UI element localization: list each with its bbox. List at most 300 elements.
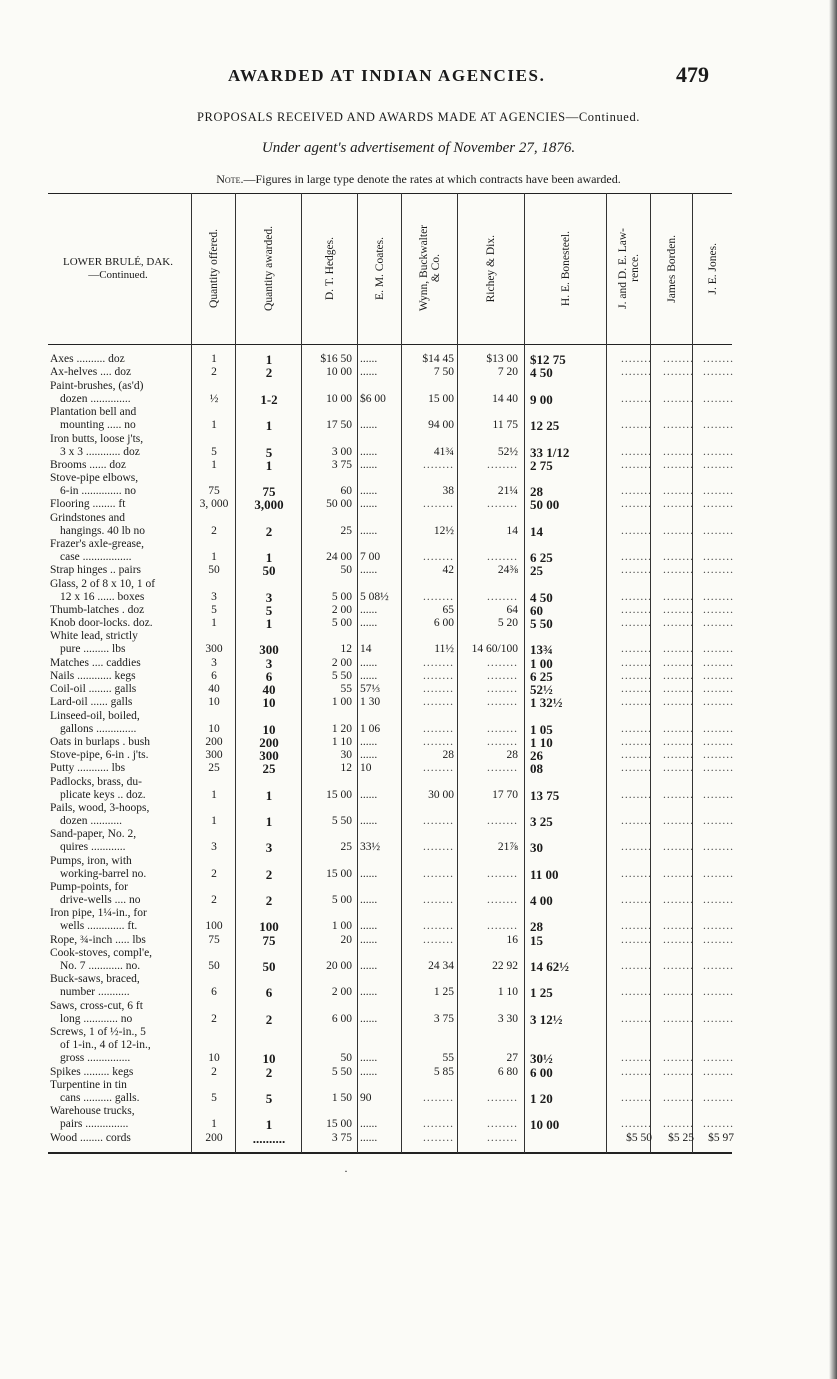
cell-rd: 24⅜ bbox=[497, 564, 518, 577]
cell-jd: ........ bbox=[621, 735, 652, 748]
cell-em: ...... bbox=[360, 366, 378, 379]
cell-qa: 10 bbox=[262, 721, 276, 737]
cell-qa: 25 bbox=[262, 761, 276, 777]
cell-jb: ........ bbox=[663, 366, 694, 379]
table-row bbox=[48, 432, 734, 458]
cell-hb: 25 bbox=[530, 563, 543, 579]
item-line: Coil-oil ........ galls bbox=[50, 683, 137, 695]
cell-je: ........ bbox=[703, 735, 734, 748]
table-row bbox=[48, 366, 734, 379]
cell-dt: 10 00 bbox=[326, 392, 352, 405]
cell-wb: 12½ bbox=[433, 524, 454, 537]
cell-wb: ........ bbox=[423, 551, 454, 564]
cell-wb: ........ bbox=[423, 920, 454, 933]
cell-qo: 300 bbox=[205, 643, 223, 656]
item-line: Ax-helves .... doz bbox=[50, 366, 132, 379]
running-head bbox=[0, 62, 837, 94]
cell-em: ...... bbox=[360, 656, 378, 669]
cell-jb: ........ bbox=[663, 524, 694, 537]
cell-hb: 33 1/12 bbox=[530, 444, 570, 460]
cell-jb: ........ bbox=[663, 841, 694, 854]
cell-qo: 2 bbox=[211, 867, 217, 880]
cell-qa: 3,000 bbox=[254, 497, 284, 513]
cell-em: ...... bbox=[360, 894, 378, 907]
cell-rd: $13 00 bbox=[486, 353, 518, 366]
cell-hb: 28 bbox=[530, 919, 543, 935]
row-item-description bbox=[50, 907, 190, 933]
item-line: pairs ............... bbox=[60, 1118, 129, 1131]
cell-qa: .......... bbox=[252, 1130, 286, 1146]
column-header-jones bbox=[693, 196, 733, 341]
item-line: dozen ........... bbox=[60, 814, 122, 827]
row-item-description bbox=[50, 802, 190, 828]
item-line: 3 x 3 ............ doz bbox=[60, 445, 140, 458]
cell-rd: 27 bbox=[506, 1052, 518, 1065]
cell-qo: 1 bbox=[211, 353, 217, 366]
row-item-description bbox=[50, 696, 190, 709]
cell-jb: ........ bbox=[663, 748, 694, 761]
cell-jd: ........ bbox=[621, 762, 652, 775]
item-line: dozen .............. bbox=[60, 392, 131, 405]
cell-hb: 28 bbox=[530, 484, 543, 500]
cell-hb: 9 00 bbox=[530, 391, 553, 407]
cell-je: ........ bbox=[703, 960, 734, 973]
cell-hb: 2 75 bbox=[530, 457, 553, 473]
cell-wb: 11½ bbox=[434, 643, 454, 656]
cell-em: 33½ bbox=[360, 841, 381, 854]
cell-qa: 1 bbox=[265, 813, 273, 829]
cell-je: ........ bbox=[703, 1092, 734, 1105]
column-header-bonesteel bbox=[525, 196, 606, 341]
cell-wb: 5 85 bbox=[433, 1065, 454, 1078]
table-row bbox=[48, 459, 734, 472]
cell-jb: ........ bbox=[663, 445, 694, 458]
cell-qo: 6 bbox=[211, 986, 217, 999]
table-row bbox=[48, 802, 734, 828]
item-line: Axes .......... doz bbox=[50, 353, 125, 366]
row-item-description bbox=[50, 1105, 190, 1131]
item-line: 12 x 16 ...... boxes bbox=[60, 590, 145, 603]
row-item-description bbox=[50, 1079, 190, 1105]
cell-jb: ........ bbox=[663, 1012, 694, 1025]
column-header-label: D. T. Hedges. bbox=[323, 236, 336, 301]
row-item-description bbox=[50, 855, 190, 881]
column-header-label: J. E. Jones. bbox=[707, 242, 719, 295]
cell-qa: 6 bbox=[265, 668, 273, 684]
cell-rd: 1 10 bbox=[497, 986, 518, 999]
cell-qo: 50 bbox=[208, 564, 220, 577]
cell-qa: 3 bbox=[265, 840, 273, 856]
item-line: long ............ no bbox=[60, 1012, 133, 1025]
row-item-description bbox=[50, 366, 190, 379]
cell-wb: 6 00 bbox=[433, 617, 454, 630]
stub-heading bbox=[48, 256, 188, 282]
cell-wb: ........ bbox=[423, 933, 454, 946]
cell-qo: 1 bbox=[211, 814, 217, 827]
cell-jd: ........ bbox=[621, 894, 652, 907]
column-header-borden bbox=[651, 196, 692, 341]
cell-jd: ........ bbox=[621, 590, 652, 603]
table-row bbox=[48, 999, 734, 1025]
cell-rd: 64 bbox=[506, 603, 518, 616]
cell-qo: 1 bbox=[211, 551, 217, 564]
cell-hb: 1 25 bbox=[530, 985, 553, 1001]
item-line: 6-in .............. no bbox=[60, 485, 137, 498]
cell-em: ...... bbox=[360, 1052, 378, 1065]
cell-jb: ........ bbox=[663, 353, 694, 366]
cell-qo: 1 bbox=[211, 788, 217, 801]
cell-je: ........ bbox=[703, 551, 734, 564]
cell-qa: 200 bbox=[259, 734, 279, 750]
cell-jb: ........ bbox=[663, 722, 694, 735]
cell-qo: 1 bbox=[211, 458, 217, 471]
cell-je: ........ bbox=[703, 353, 734, 366]
cell-jb: ........ bbox=[663, 643, 694, 656]
cell-em: ...... bbox=[360, 458, 378, 471]
cell-qa: 1 bbox=[265, 1117, 273, 1133]
cell-hb: 14 62½ bbox=[530, 959, 569, 975]
cell-rd: ........ bbox=[487, 735, 518, 748]
table-row bbox=[48, 379, 734, 405]
item-line: Stove-pipe elbows, bbox=[50, 472, 139, 485]
row-item-description bbox=[50, 710, 190, 736]
cell-qa: 50 bbox=[262, 563, 276, 579]
item-line: Linseed-oil, boiled, bbox=[50, 709, 140, 722]
cell-rd: 11 75 bbox=[492, 419, 518, 432]
cell-je: ........ bbox=[703, 603, 734, 616]
cell-je: ........ bbox=[703, 392, 734, 405]
cell-qa: 300 bbox=[259, 747, 279, 763]
cell-jd: ........ bbox=[621, 458, 652, 471]
item-line: Flooring ........ ft bbox=[50, 498, 126, 511]
cell-jd: ........ bbox=[621, 1092, 652, 1105]
cell-jd: ........ bbox=[621, 656, 652, 669]
table-row bbox=[48, 511, 734, 537]
cell-rd: ........ bbox=[487, 498, 518, 511]
cell-dt: 5 00 bbox=[331, 590, 352, 603]
cell-jd: ........ bbox=[621, 696, 652, 709]
cell-qo: 1 bbox=[211, 1118, 217, 1131]
cell-rd: 3 30 bbox=[497, 1012, 518, 1025]
cell-hb: 11 00 bbox=[530, 866, 559, 882]
cell-jb: ........ bbox=[663, 920, 694, 933]
cell-dt: 15 00 bbox=[326, 867, 352, 880]
cell-je: ........ bbox=[703, 986, 734, 999]
cell-dt: $16 50 bbox=[320, 353, 352, 366]
item-line: Wood ........ cords bbox=[50, 1131, 131, 1144]
cell-rd: ........ bbox=[487, 656, 518, 669]
cell-wb: ........ bbox=[423, 762, 454, 775]
table-row bbox=[48, 933, 734, 946]
row-item-description bbox=[50, 578, 190, 604]
cell-em: $6 00 bbox=[360, 392, 386, 405]
cell-je: ........ bbox=[703, 933, 734, 946]
cell-em: ...... bbox=[360, 564, 378, 577]
cell-jd: ........ bbox=[621, 748, 652, 761]
cell-wb: ........ bbox=[423, 590, 454, 603]
cell-qa: 10 bbox=[262, 1051, 276, 1067]
cell-jd: ........ bbox=[621, 814, 652, 827]
note bbox=[0, 172, 837, 187]
cell-je: $5 97 bbox=[708, 1131, 734, 1144]
column-header-label: E. M. Coates. bbox=[373, 237, 386, 300]
cell-qo: 10 bbox=[208, 696, 220, 709]
item-line: pure ......... lbs bbox=[60, 643, 126, 656]
column-header-label: H. E. Bonesteel. bbox=[559, 230, 572, 307]
cell-je: ........ bbox=[703, 841, 734, 854]
table-row bbox=[48, 762, 734, 775]
item-line: number ........... bbox=[60, 986, 130, 999]
awards-table-body bbox=[48, 353, 734, 1145]
cell-qo: 25 bbox=[208, 762, 220, 775]
item-line: hangings. 40 lb no bbox=[60, 524, 145, 537]
cell-je: ........ bbox=[703, 814, 734, 827]
row-item-description bbox=[50, 657, 190, 670]
row-item-description bbox=[50, 353, 190, 366]
cell-jd: ........ bbox=[621, 867, 652, 880]
cell-jb: ........ bbox=[663, 656, 694, 669]
table-row bbox=[48, 881, 734, 907]
cell-rd: ........ bbox=[487, 458, 518, 471]
cell-em: ...... bbox=[360, 445, 378, 458]
cell-rd: 52½ bbox=[497, 445, 518, 458]
cell-em: ...... bbox=[360, 419, 378, 432]
cell-jd: ........ bbox=[621, 392, 652, 405]
cell-wb: 94 00 bbox=[428, 419, 454, 432]
cell-rd: 16 bbox=[506, 933, 518, 946]
cell-qo: 2 bbox=[211, 1012, 217, 1025]
cell-jd: ........ bbox=[621, 1052, 652, 1065]
row-item-description bbox=[50, 670, 190, 683]
row-item-description bbox=[50, 433, 190, 459]
cell-jb: ........ bbox=[663, 458, 694, 471]
table-top-rule bbox=[48, 193, 732, 194]
cell-je: ........ bbox=[703, 788, 734, 801]
page-number: 479 bbox=[676, 62, 709, 87]
item-line: Lard-oil ...... galls bbox=[50, 696, 133, 709]
cell-em: ...... bbox=[360, 735, 378, 748]
row-item-description bbox=[50, 736, 190, 749]
cell-dt: 50 bbox=[340, 564, 352, 577]
cell-rd: 21⅞ bbox=[497, 841, 518, 854]
cell-dt: 50 00 bbox=[326, 498, 352, 511]
column-header-coates bbox=[358, 196, 401, 341]
cell-qa: 1 bbox=[265, 457, 273, 473]
row-item-description bbox=[50, 749, 190, 762]
cell-qa: 1 bbox=[265, 787, 273, 803]
cell-rd: 28 bbox=[506, 748, 518, 761]
item-line: Matches .... caddies bbox=[50, 656, 141, 669]
cell-qo: 200 bbox=[205, 735, 223, 748]
cell-jb: ........ bbox=[663, 1118, 694, 1131]
row-item-description bbox=[50, 380, 190, 406]
cell-qo: 50 bbox=[208, 960, 220, 973]
cell-qa: 6 bbox=[265, 985, 273, 1001]
cell-qo: 75 bbox=[208, 485, 220, 498]
cell-hb: 3 12½ bbox=[530, 1011, 563, 1027]
item-line: Iron pipe, 1¼-in., for bbox=[50, 907, 147, 920]
cell-hb: 13¾ bbox=[530, 642, 553, 658]
table-row bbox=[48, 828, 734, 854]
cell-wb: ........ bbox=[423, 867, 454, 880]
cell-je: ........ bbox=[703, 643, 734, 656]
cell-jd: ........ bbox=[621, 933, 652, 946]
row-item-description bbox=[50, 973, 190, 999]
item-line: Screws, 1 of ½-in., 5 bbox=[50, 1026, 146, 1039]
cell-hb: 12 25 bbox=[530, 418, 560, 434]
cell-em: ...... bbox=[360, 933, 378, 946]
item-line: Frazer's axle-grease, bbox=[50, 538, 145, 551]
cell-qa: 300 bbox=[259, 642, 279, 658]
cell-em: 14 bbox=[360, 643, 372, 656]
cell-qa: 40 bbox=[262, 682, 276, 697]
column-header-richey-dix bbox=[458, 196, 524, 341]
item-line: Glass, 2 of 8 x 10, 1 of bbox=[50, 577, 156, 590]
row-item-description bbox=[50, 828, 190, 854]
cell-em: ...... bbox=[360, 1131, 378, 1144]
cell-wb: $14 45 bbox=[422, 353, 454, 366]
item-line: Grindstones and bbox=[50, 511, 126, 524]
table-row bbox=[48, 670, 734, 683]
cell-wb: ........ bbox=[423, 683, 454, 695]
cell-rd: 14 bbox=[506, 524, 518, 537]
cell-jd: ........ bbox=[621, 353, 652, 366]
cell-hb: 10 00 bbox=[530, 1117, 560, 1133]
cell-dt: 17 50 bbox=[326, 419, 352, 432]
cell-qa: 100 bbox=[259, 919, 279, 935]
item-line: Pumps, iron, with bbox=[50, 854, 132, 867]
row-item-description bbox=[50, 604, 190, 617]
cell-wb: ........ bbox=[423, 656, 454, 669]
cell-jb: ........ bbox=[663, 1065, 694, 1078]
cell-je: ........ bbox=[703, 920, 734, 933]
item-line: White lead, strictly bbox=[50, 630, 138, 643]
table-row bbox=[48, 617, 734, 630]
cell-em: ...... bbox=[360, 485, 378, 498]
cell-em: 1 30 bbox=[360, 696, 381, 709]
cell-rd: ........ bbox=[487, 867, 518, 880]
cell-qo: 40 bbox=[208, 683, 220, 695]
cell-qo: ½ bbox=[209, 392, 219, 405]
cell-em: ...... bbox=[360, 353, 378, 366]
column-header-quantity-offered bbox=[192, 196, 235, 341]
table-row bbox=[48, 973, 734, 999]
row-item-description bbox=[50, 459, 190, 472]
cell-qo: 2 bbox=[211, 894, 217, 907]
row-item-description bbox=[50, 762, 190, 775]
cell-qo: 2 bbox=[211, 1065, 217, 1078]
cell-wb: 41¾ bbox=[433, 445, 454, 458]
cell-qa: 1 bbox=[265, 352, 273, 368]
cell-jd: ........ bbox=[621, 366, 652, 379]
cell-dt: 50 bbox=[340, 1052, 352, 1065]
cell-jd: ........ bbox=[621, 551, 652, 564]
cell-rd: ........ bbox=[487, 590, 518, 603]
item-line: of 1-in., 4 of 12-in., bbox=[60, 1039, 151, 1052]
cell-dt: 5 50 bbox=[331, 814, 352, 827]
row-item-description bbox=[50, 617, 190, 630]
row-item-description bbox=[50, 512, 190, 538]
row-item-description bbox=[50, 934, 190, 947]
cell-hb: 3 25 bbox=[530, 813, 553, 829]
cell-rd: ........ bbox=[487, 551, 518, 564]
row-item-description bbox=[50, 1132, 190, 1145]
item-line: gallons .............. bbox=[60, 722, 137, 735]
item-line: No. 7 ............ no. bbox=[60, 960, 141, 973]
cell-qo: 5 bbox=[211, 445, 217, 458]
cell-wb: 1 25 bbox=[433, 986, 454, 999]
cell-dt: 10 00 bbox=[326, 366, 352, 379]
cell-hb: 15 bbox=[530, 932, 543, 948]
cell-hb: 1 20 bbox=[530, 1091, 553, 1107]
cell-wb: 55 bbox=[442, 1052, 454, 1065]
cell-jd: $5 50 bbox=[626, 1131, 652, 1144]
table-row bbox=[48, 656, 734, 669]
cell-qa: 3 bbox=[265, 655, 273, 671]
cell-qo: 3, 000 bbox=[199, 498, 229, 511]
cell-jb: $5 25 bbox=[668, 1131, 694, 1144]
table-row bbox=[48, 683, 734, 696]
cell-jd: ........ bbox=[621, 669, 652, 682]
item-line: plicate keys .. doz. bbox=[60, 788, 146, 801]
cell-rd: ........ bbox=[487, 1092, 518, 1105]
cell-dt: 12 bbox=[340, 762, 352, 775]
cell-jb: ........ bbox=[663, 1052, 694, 1065]
cell-wb: ........ bbox=[423, 722, 454, 735]
cell-qa: 2 bbox=[265, 523, 273, 539]
cell-dt: 2 00 bbox=[331, 656, 352, 669]
table-row bbox=[48, 564, 734, 577]
cell-jb: ........ bbox=[663, 696, 694, 709]
table-row bbox=[48, 577, 734, 603]
cell-dt: 3 00 bbox=[331, 445, 352, 458]
column-header-label: J. and D. E. Law- rence. bbox=[616, 228, 641, 309]
cell-jd: ........ bbox=[621, 960, 652, 973]
cell-jb: ........ bbox=[663, 867, 694, 880]
cell-qo: 2 bbox=[211, 524, 217, 537]
cell-jd: ........ bbox=[621, 986, 652, 999]
cell-hb: 4 50 bbox=[530, 589, 553, 605]
cell-je: ........ bbox=[703, 564, 734, 577]
cell-dt: 1 20 bbox=[331, 722, 352, 735]
column-header-label: Quantity offered. bbox=[207, 229, 220, 308]
cell-jd: ........ bbox=[621, 841, 652, 854]
cell-em: ...... bbox=[360, 788, 378, 801]
cell-dt: 24 00 bbox=[326, 551, 352, 564]
cell-je: ........ bbox=[703, 722, 734, 735]
cell-jd: ........ bbox=[621, 1012, 652, 1025]
row-item-description bbox=[50, 683, 190, 696]
cell-wb: ........ bbox=[423, 735, 454, 748]
cell-jb: ........ bbox=[663, 788, 694, 801]
table-row bbox=[48, 1131, 734, 1144]
item-line: working-barrel no. bbox=[60, 867, 147, 880]
cell-qo: 2 bbox=[211, 366, 217, 379]
cell-qo: 3 bbox=[211, 841, 217, 854]
cell-jb: ........ bbox=[663, 564, 694, 577]
item-line: Oats in burlaps . bush bbox=[50, 735, 150, 748]
row-item-description bbox=[50, 1066, 190, 1079]
cell-hb: 4 50 bbox=[530, 365, 553, 381]
cell-em: ...... bbox=[360, 1065, 378, 1078]
cell-je: ........ bbox=[703, 419, 734, 432]
cell-qa: 5 bbox=[265, 602, 273, 618]
cell-dt: 5 00 bbox=[331, 894, 352, 907]
item-line: Plantation bell and bbox=[50, 406, 137, 419]
cell-hb: 4 00 bbox=[530, 893, 553, 909]
cell-wb: 28 bbox=[442, 748, 454, 761]
cell-dt: 3 75 bbox=[331, 1131, 352, 1144]
